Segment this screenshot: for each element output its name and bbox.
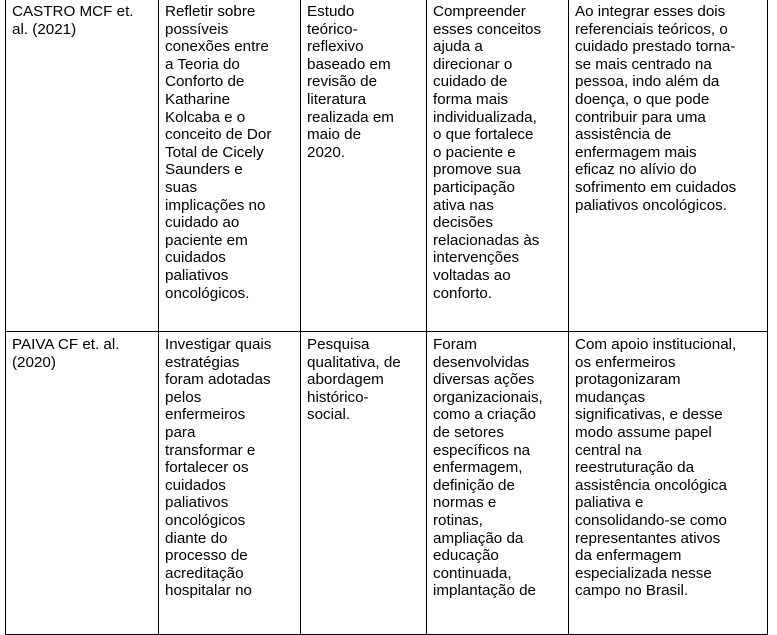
table-row [6, 332, 768, 635]
literature-review-table [5, 0, 768, 635]
objective-cell: Refletir sobre possíveis conexões entre a Teoria do Conforto de Katharine Kolcaba e o conceito de Dor Total de Cicely Saunders e suas implicações no cuidado ao paciente em cuidados paliativos oncológicos. [159, 0, 301, 332]
conclusion-cell: Ao integrar esses dois referenciais teóricos, o cuidado prestado torna- se mais centrado na pessoa, indo além da doença, o que pode contribuir para uma assistência de enfermagem mais eficaz no alívio do sofrimento em cuidados paliativos oncológicos. [569, 0, 768, 332]
results-cell: Compreender esses conceitos ajuda a direcionar o cuidado de forma mais individualizada, o que fortalece o paciente e promove sua participação ativa nas decisões relacionadas às intervenções voltadas ao conforto. [427, 0, 569, 332]
method-cell: Pesquisa qualitativa, de abordagem histórico- social. [301, 332, 427, 635]
author-cell: PAIVA CF et. al. (2020) [6, 332, 159, 635]
results-cell: Foram desenvolvidas diversas ações organizacionais, como a criação de setores específicos na enfermagem, definição de normas e rotinas, ampliação da educação continuada, implantação de [427, 332, 569, 635]
objective-cell: Investigar quais estratégias foram adotadas pelos enfermeiros para transformar e fortalecer os cuidados paliativos oncológicos diante do processo de acreditação hospitalar no [159, 332, 301, 635]
conclusion-cell: Com apoio institucional, os enfermeiros protagonizaram mudanças significativas, e desse modo assume papel central na reestruturação da assistência oncológica paliativa e consolidando-se como representantes ativos da enfermagem especializada nesse campo no Brasil. [569, 332, 768, 635]
table-row [6, 0, 768, 332]
method-cell: Estudo teórico- reflexivo baseado em revisão de literatura realizada em maio de 2020. [301, 0, 427, 332]
author-cell: CASTRO MCF et. al. (2021) [6, 0, 159, 332]
